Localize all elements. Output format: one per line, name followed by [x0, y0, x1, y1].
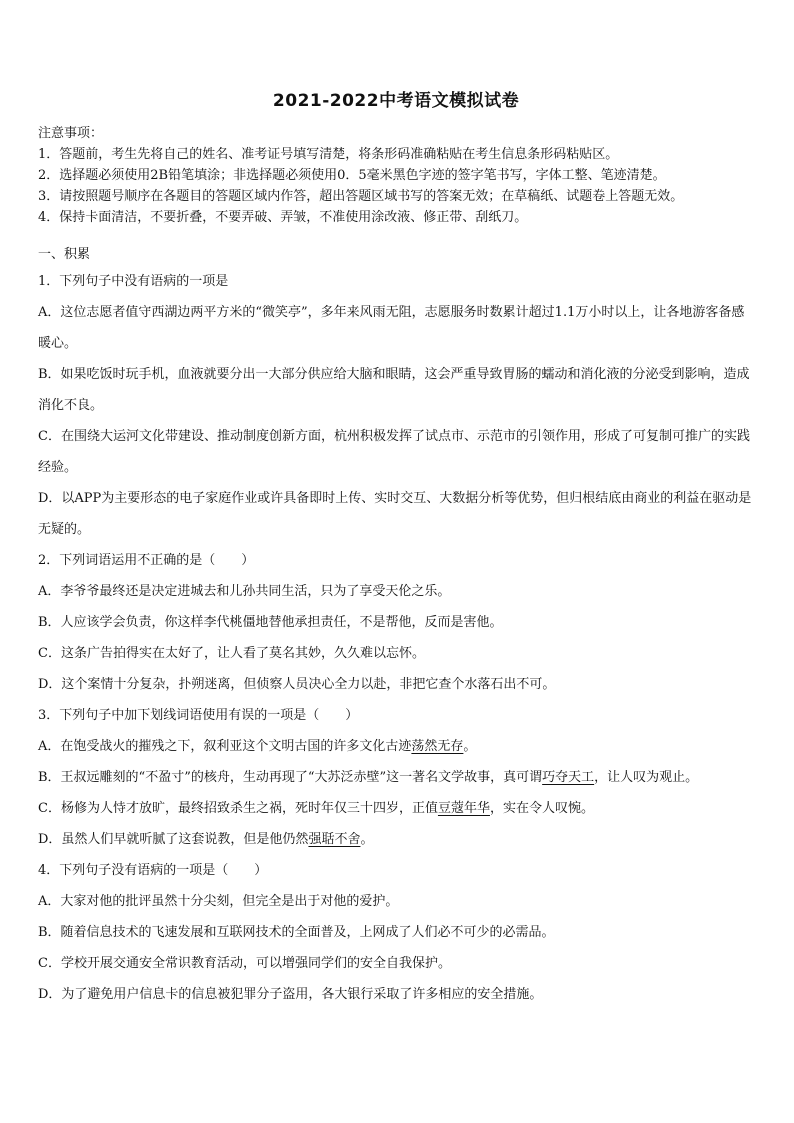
section-heading: 一、积累 [38, 247, 91, 262]
underlined-term: 强聒不舍 [308, 832, 361, 847]
page-title: 2021-2022中考语文模拟试卷 [272, 91, 520, 111]
option-text: A．在饱受战火的摧残之下，叙利亚这个文明古国的许多文化古迹 [38, 739, 412, 754]
option-text: 。 [360, 832, 374, 847]
option-d [38, 824, 754, 855]
option-text: ，让人叹为观止。 [594, 770, 699, 785]
option-d: D．这个案情十分复杂，扑朔迷离，但侦察人员决心全力以赴，非把它查个水落石出不可。 [38, 677, 556, 692]
question-stem: 4．下列句子没有语病的一项是（ ） [38, 863, 268, 878]
question-4 [38, 855, 754, 1010]
option-text: D．虽然人们早就听腻了这套说教，但是他仍然 [38, 832, 309, 847]
option-c: C．学校开展交通安全常识教育活动，可以增强同学们的安全自我保护。 [38, 956, 451, 971]
underlined-term: 荡然无存 [411, 739, 464, 754]
option-text: ，实在令人叹惋。 [489, 801, 594, 816]
option-text: C．杨修为人恃才放旷，最终招致杀生之祸，死时年仅三十四岁，正值 [38, 801, 438, 816]
notice-item: 2．选择题必须使用2B铅笔填涂；非选择题必须使用0．5毫米黑色字迹的签字笔书写，字体工整、笔迹清楚。 [38, 168, 666, 183]
question-stem: 3．下列句子中加下划线词语使用有误的一项是（ ） [38, 708, 359, 723]
option-c: C．在围绕大运河文化带建设、推动制度创新方面，杭州积极发挥了试点市、示范市的引领作用，形成了可复制可推广的实践经验。 [38, 429, 750, 475]
notice-heading: 注意事项： [38, 126, 104, 141]
option-b: B．如果吃饭时玩手机，血液就要分出一大部分供应给大脑和眼睛，这会严重导致胃肠的蠕动和消化液的分泌受到影响，造成消化不良。 [38, 367, 750, 413]
question-stem: 1．下列句子中没有语病的一项是 [38, 274, 229, 289]
option-d: D．为了避免用户信息卡的信息被犯罪分子盗用，各大银行采取了许多相应的安全措施。 [38, 987, 543, 1002]
option-text: 。 [463, 739, 477, 754]
notice-block [38, 123, 754, 228]
option-a: A．大家对他的批评虽然十分尖刻，但完全是出于对他的爱护。 [38, 894, 399, 909]
question-1 [38, 266, 754, 545]
underlined-term: 豆蔻年华 [437, 801, 490, 816]
underlined-term: 巧夺天工 [542, 770, 595, 785]
option-a: A．这位志愿者值守西湖边两平方米的“微笑亭”，多年来风雨无阻，志愿服务时数累计超过1.1万小时以上，让各地游客备感暖心。 [38, 305, 745, 351]
notice-item: 4．保持卡面清洁，不要折叠，不要弄破、弄皱，不准使用涂改液、修正带、刮纸刀。 [38, 210, 528, 225]
option-a: A．李爷爷最终还是决定进城去和儿孙共同生活，只为了享受天伦之乐。 [38, 584, 451, 599]
option-b: B．随着信息技术的飞速发展和互联网技术的全面普及，上网成了人们必不可少的必需品。 [38, 925, 555, 940]
question-stem: 2．下列词语运用不正确的是（ ） [38, 553, 255, 568]
option-c: C．这条广告拍得实在太好了，让人看了莫名其妙，久久难以忘怀。 [38, 646, 425, 661]
notice-item: 3．请按照题号顺序在各题目的答题区域内作答，超出答题区域书写的答案无效；在草稿纸、试题卷上答题无效。 [38, 189, 684, 204]
option-b [38, 762, 754, 793]
option-c [38, 793, 754, 824]
option-text: B．王叔远雕刻的“不盈寸”的核舟，生动再现了“大苏泛赤壁”这一著名文学故事，真可谓 [38, 770, 543, 785]
notice-item: 1．答题前，考生先将自己的姓名、准考证号填写清楚，将条形码准确粘贴在考生信息条形码粘贴区。 [38, 147, 619, 162]
option-a [38, 731, 754, 762]
option-d: D．以APP为主要形态的电子家庭作业或许具备即时上传、实时交互、大数据分析等优势，但归根结底由商业的利益在驱动是无疑的。 [38, 491, 752, 537]
question-3 [38, 700, 754, 855]
question-2 [38, 545, 754, 700]
option-b: B．人应该学会负责，你这样李代桃僵地替他承担责任，不是帮他，反而是害他。 [38, 615, 503, 630]
